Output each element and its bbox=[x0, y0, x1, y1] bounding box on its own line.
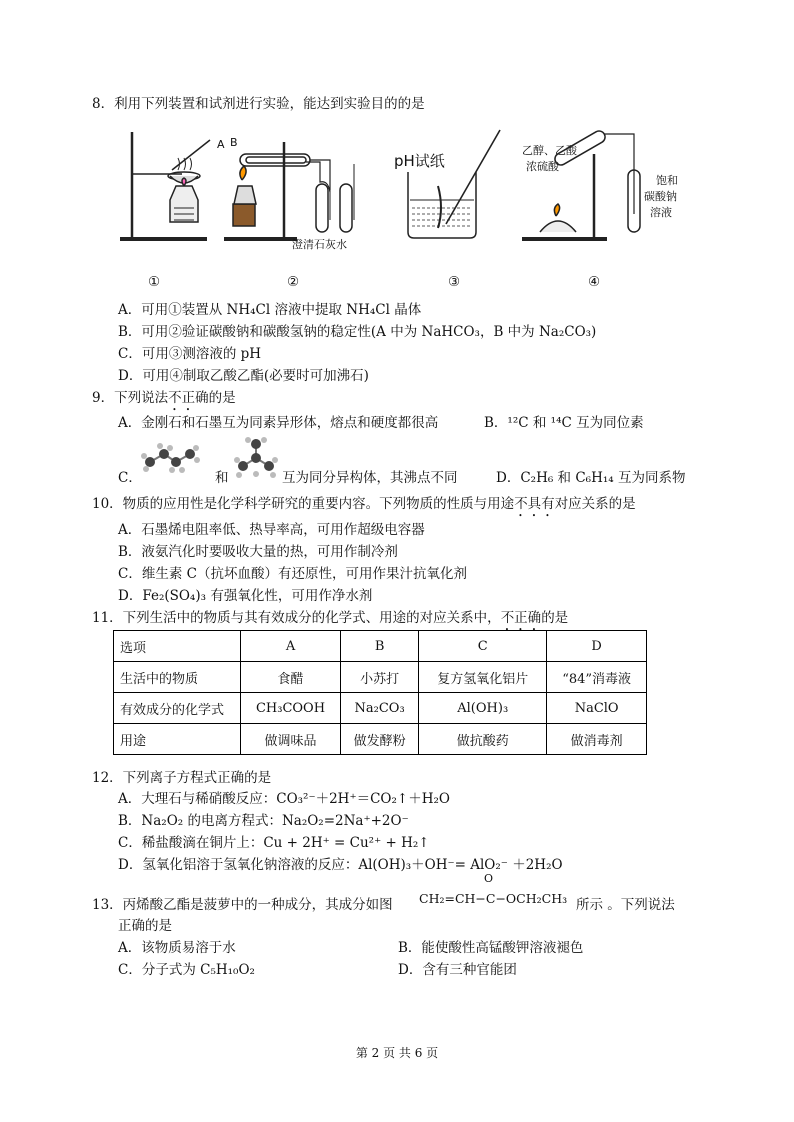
q10-stem: 10．物质的应用性是化学科学研究的重要内容。下列物质的性质与用途不具有对应关系的是 bbox=[92, 496, 636, 512]
q8-stem: 8．利用下列装置和试剂进行实验，能达到实验目的的是 bbox=[92, 96, 425, 112]
q12-option-b: B．Na₂O₂ 的电离方程式：Na₂O₂=2Na⁺+2O⁻ bbox=[118, 813, 409, 829]
conc-sulfuric-label: 浓硫酸 bbox=[526, 160, 559, 173]
table-cell: 用途 bbox=[114, 724, 241, 755]
apparatus-1-evaporation bbox=[120, 132, 210, 239]
q10-emphasis: 不具有 bbox=[514, 496, 555, 512]
table-cell: D bbox=[547, 631, 647, 662]
table-cell: B bbox=[341, 631, 419, 662]
table-cell: 做调味品 bbox=[241, 724, 341, 755]
table-row bbox=[114, 724, 647, 755]
table-cell: 小苏打 bbox=[341, 662, 419, 693]
table-cell: 做发酵粉 bbox=[341, 724, 419, 755]
table-row bbox=[114, 693, 647, 724]
q9-stem: 9．下列说法不正确的是 bbox=[92, 390, 236, 406]
q8-option-a: A．可用①装置从 NH₄Cl 溶液中提取 NH₄Cl 晶体 bbox=[118, 302, 422, 318]
table-cell: C bbox=[419, 631, 547, 662]
q9-option-d: D．C₂H₆ 和 C₆H₁₄ 互为同系物 bbox=[496, 470, 686, 486]
q9-option-b: B．¹²C 和 ¹⁴C 互为同位素 bbox=[484, 415, 644, 431]
table-cell: 复方氢氧化铝片 bbox=[419, 662, 547, 693]
q8-option-d: D．可用④制取乙酸乙酯(必要时可加沸石) bbox=[118, 368, 369, 384]
table-cell: “84”消毒液 bbox=[547, 662, 647, 693]
structure-formula: CH₂=CH−C−OCH₂CH₃ bbox=[419, 891, 568, 906]
q9-option-c-and: 和 bbox=[215, 470, 229, 486]
q13-option-b: B．能使酸性高锰酸钾溶液褪色 bbox=[398, 940, 584, 956]
marker-1: ① bbox=[148, 274, 161, 290]
q10-option-d: D．Fe₂(SO₄)₃ 有强氧化性，可用作净水剂 bbox=[118, 588, 373, 604]
q13-option-c: C．分子式为 C₅H₁₀O₂ bbox=[118, 962, 255, 978]
ethanol-acetic-label: 乙醇、乙酸 bbox=[522, 144, 577, 157]
apparatus-3-ph-paper bbox=[394, 130, 500, 238]
table-cell: 做抗酸药 bbox=[419, 724, 547, 755]
q12-option-d: D．氢氧化铝溶于氢氧化钠溶液的反应：Al(OH)₃＋OH⁻= AlO₂⁻ ＋2H₂O bbox=[118, 857, 563, 873]
sodium-carbonate-label: 碳酸钠 bbox=[644, 190, 677, 203]
q9-option-a: A．金刚石和石墨互为同素异形体，熔点和硬度都很高 bbox=[118, 415, 439, 431]
limewater-label: 澄清石灰水 bbox=[292, 238, 347, 251]
q13-stem-continued: 所示 。下列说法 bbox=[576, 897, 675, 913]
apparatus-4-ethyl-acetate bbox=[522, 129, 678, 239]
table-cell: Na₂CO₃ bbox=[341, 693, 419, 724]
q12-option-a: A．大理石与稀硝酸反应：CO₃²⁻＋2H⁺＝CO₂↑＋H₂O bbox=[118, 791, 450, 807]
table-cell: CH₃COOH bbox=[241, 693, 341, 724]
table-cell: 做消毒剂 bbox=[547, 724, 647, 755]
table-cell: Al(OH)₃ bbox=[419, 693, 547, 724]
apparatus-2-heating-tubes bbox=[217, 136, 354, 251]
table-cell: 生活中的物质 bbox=[114, 662, 241, 693]
table-row bbox=[114, 662, 647, 693]
q9-option-c-prefix: C． bbox=[118, 470, 142, 486]
q11-table bbox=[113, 630, 647, 755]
q13-option-a: A．该物质易溶于水 bbox=[118, 940, 236, 956]
saturated-label: 饱和 bbox=[656, 174, 678, 187]
q11-stem: 11．下列生活中的物质与其有效成分的化学式、用途的对应关系中，不正确的是 bbox=[92, 610, 569, 626]
q8-apparatus-figure bbox=[112, 124, 692, 254]
q11-emphasis: 不正确 bbox=[500, 610, 542, 626]
q13-option-d: D．含有三种官能团 bbox=[398, 962, 517, 978]
page-footer: 第 2 页 共 6 页 bbox=[355, 1046, 439, 1060]
q8-option-b: B．可用②验证碳酸钠和碳酸氢钠的稳定性(A 中为 NaHCO₃，B 中为 Na₂CO₃) bbox=[118, 324, 597, 340]
table-cell: 选项 bbox=[114, 631, 241, 662]
q10-option-c: C．维生素 C（抗坏血酸）有还原性，可用作果汁抗氧化剂 bbox=[118, 566, 467, 582]
q13-stem: 13．丙烯酸乙酯是菠萝中的一种成分，其成分如图 bbox=[92, 897, 393, 913]
ph-paper-label: pH试纸 bbox=[394, 152, 445, 170]
table-cell: NaClO bbox=[547, 693, 647, 724]
q12-option-c: C．稀盐酸滴在铜片上：Cu + 2H⁺ = Cu²⁺ + H₂↑ bbox=[118, 835, 430, 851]
q12-stem: 12．下列离子方程式正确的是 bbox=[92, 770, 272, 786]
q10-option-b: B．液氨汽化时要吸收大量的热，可用作制冷剂 bbox=[118, 544, 398, 560]
label-b: B bbox=[230, 136, 238, 149]
q10-option-a: A．石墨烯电阻率低、热导率高，可用作超级电容器 bbox=[118, 522, 425, 538]
molecule-n-butane-model bbox=[140, 440, 200, 474]
q8-option-c: C．可用③测溶液的 pH bbox=[118, 346, 262, 362]
marker-2: ② bbox=[287, 274, 300, 290]
q13-stem-line2: 正确的是 bbox=[118, 918, 172, 934]
table-cell: A bbox=[241, 631, 341, 662]
label-a: A bbox=[217, 138, 225, 151]
solution-label: 溶液 bbox=[650, 206, 672, 219]
q9-option-c-text: 互为同分异构体，其沸点不同 bbox=[282, 470, 458, 486]
q9-emphasis: 不正 bbox=[168, 390, 196, 406]
marker-4: ④ bbox=[588, 274, 601, 290]
table-cell: 食醋 bbox=[241, 662, 341, 693]
molecule-isobutane-model bbox=[234, 436, 278, 480]
structure-carbonyl-o: O bbox=[484, 872, 494, 885]
table-cell: 有效成分的化学式 bbox=[114, 693, 241, 724]
marker-3: ③ bbox=[448, 274, 461, 290]
table-row bbox=[114, 631, 647, 662]
